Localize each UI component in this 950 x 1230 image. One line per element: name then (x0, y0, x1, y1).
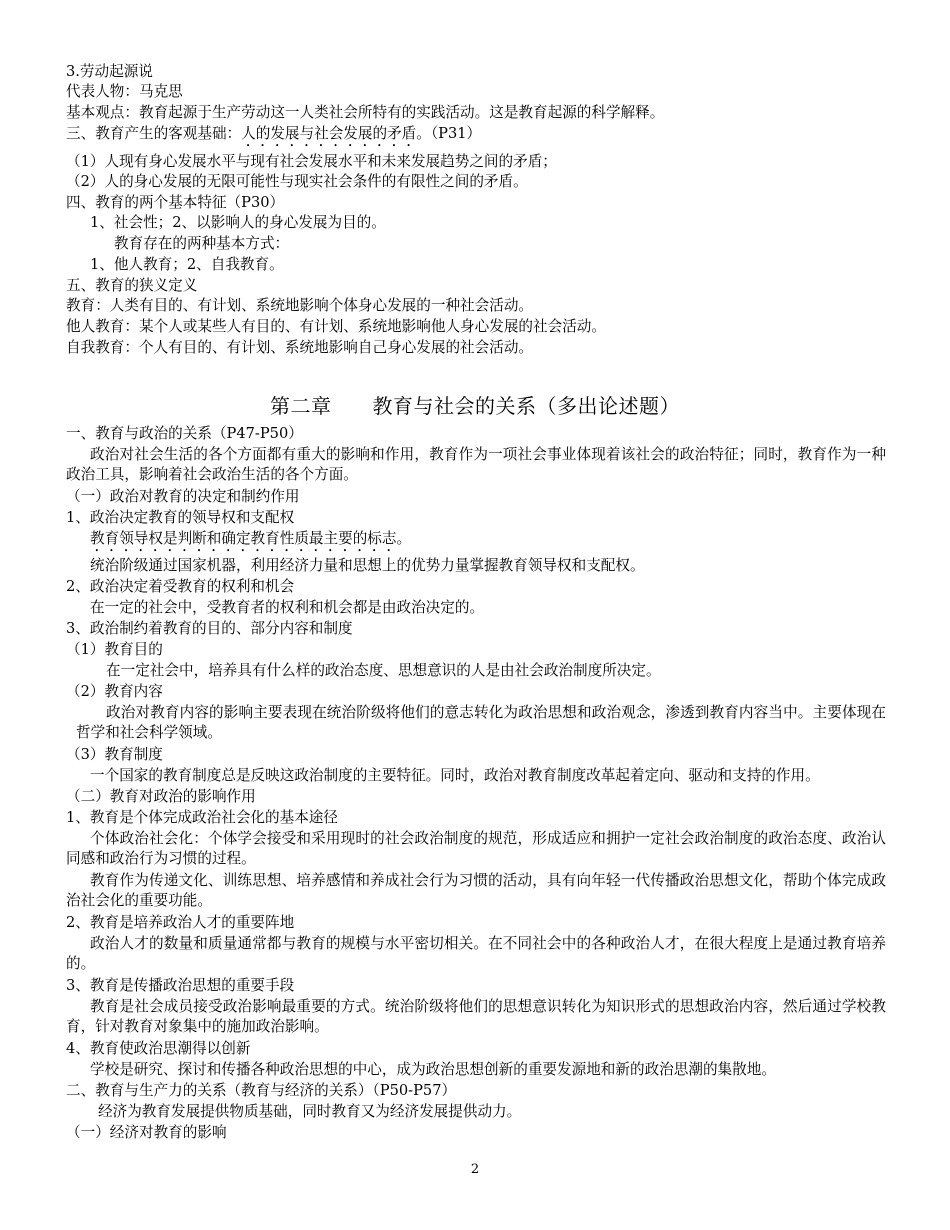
subheading: 1、教育是个体完成政治社会化的基本途径 (66, 809, 338, 826)
text-line: 教育：人类有目的、有计划、系统地影响个体身心发展的一种社会活动。 (66, 297, 534, 314)
text-line: 在一定的社会中，受教育者的权利和机会都是由政治决定的。 (90, 599, 485, 616)
paragraph: 政治人才的数量和质量通常都与教育的规模与水平密切相关。在不同社会中的各种政治人才，在很大程度上是通过教育培养的。 (66, 935, 886, 972)
text-line: 教育存在的两种基本方式： (114, 235, 290, 252)
text-line: 自我教育：个人有目的、有计划、系统地影响自己身心发展的社会活动。 (66, 339, 534, 356)
heading: 一、教育与政治的关系（P47-P50） (66, 425, 303, 442)
text-line: 1、社会性；2、以影响人的身心发展为目的。 (90, 214, 386, 231)
text-line: 学校是研究、探讨和传播各种政治思想的中心，成为政治思想创新的重要发源地和新的政治思潮的集散地。 (90, 1061, 776, 1078)
emphasized-text: 教育领导权是判断和确定教育性质最主要的标志 (90, 530, 397, 547)
text-line: 3.劳动起源说 (66, 63, 153, 80)
subheading: （一）政治对教育的决定和制约作用 (66, 488, 300, 505)
paragraph: 教育是社会成员接受政治影响最重要的方式。统治阶级将他们的思想意识转化为知识形式的思想政治内容，然后通过学校教育，针对教育对象集中的施加政治影响。 (66, 998, 886, 1035)
paragraph: 政治对教育内容的影响主要表现在统治阶级将他们的意志转化为政治思想和政治观念，渗透到教育内容当中。主要体现在哲学和社会科学领域。 (76, 704, 886, 741)
text-line: 基本观点：教育起源于生产劳动这一人类社会所特有的实践活动。这是教育起源的科学解释。 (66, 104, 665, 121)
text-line: 代表人物：马克思 (66, 83, 183, 100)
heading: 五、教育的狭义定义 (66, 277, 198, 294)
text-line: 他人教育：某个人或某些人有目的、有计划、系统地影响他人身心发展的社会活动。 (66, 318, 606, 335)
subheading: 1、政治决定教育的领导权和支配权 (66, 509, 295, 526)
emphasized-text: 人的发展与社会发展的矛盾 (241, 125, 417, 142)
text-line: 1、他人教育；2、自我教育。 (90, 256, 284, 273)
chapter-title: 第二章 教育与社会的关系（多出论述题） (270, 394, 680, 418)
subheading: （2）教育内容 (66, 683, 163, 700)
text-line: 在一定社会中，培养具有什么样的政治态度、思想意识的人是由社会政治制度所决定。 (106, 662, 661, 679)
text-line: （1）人现有身心发展水平与现有社会发展水平和未来发展趋势之间的矛盾； (66, 153, 557, 170)
emphasized-line (90, 529, 910, 555)
text-line: 经济为教育发展提供物质基础，同时教育又为经济发展提供动力。 (98, 1103, 522, 1120)
heading: 二、教育与生产力的关系（教育与经济的关系）（P50-P57） (66, 1082, 457, 1099)
heading-objective-basis (66, 124, 886, 150)
heading-suffix: 。（P31） (416, 125, 482, 142)
text-line: 统治阶级通过国家机器，利用经济力量和思想上的优势力量掌握教育领导权和支配权。 (90, 557, 645, 574)
subheading: 2、政治决定着受教育的权利和机会 (66, 578, 295, 595)
subheading: （一）经济对教育的影响 (66, 1124, 227, 1141)
heading-prefix: 三、教育产生的客观基础： (66, 125, 242, 142)
page-number: 2 (470, 1162, 480, 1177)
paragraph: 政治对社会生活的各个方面都有重大的影响和作用，教育作为一项社会事业体现着该社会的政治特征；同时，教育作为一种政治工具，影响着社会政治生活的各个方面。 (66, 446, 886, 483)
heading: 四、教育的两个基本特征（P30） (66, 194, 285, 211)
subheading: 4、教育使政治思潮得以创新 (66, 1040, 251, 1057)
subheading: 2、教育是培养政治人才的重要阵地 (66, 914, 295, 931)
punctuation: 。 (396, 530, 412, 547)
subheading: （3）教育制度 (66, 746, 163, 763)
paragraph: 教育作为传递文化、训练思想、培养感情和养成社会行为习惯的活动，具有向年轻一代传播政治思想文化，帮助个体完成政治社会化的重要功能。 (66, 872, 886, 909)
subheading: （二）教育对政治的影响作用 (66, 788, 256, 805)
subheading: 3、政治制约着教育的目的、部分内容和制度 (66, 620, 353, 637)
subheading: （1）教育目的 (66, 641, 163, 658)
paragraph: 个体政治社会化：个体学会接受和采用现时的社会政治制度的规范，形成适应和拥护一定社会政治制度的政治态度、政治认同感和政治行为习惯的过程。 (66, 830, 886, 867)
paragraph: 一个国家的教育制度总是反映这政治制度的主要特征。同时，政治对教育制度改革起着定向、驱动和支持的作用。 (90, 767, 820, 784)
subheading: 3、教育是传播政治思想的重要手段 (66, 977, 295, 994)
text-line: （2）人的身心发展的无限可能性与现实社会条件的有限性之间的矛盾。 (66, 173, 528, 190)
